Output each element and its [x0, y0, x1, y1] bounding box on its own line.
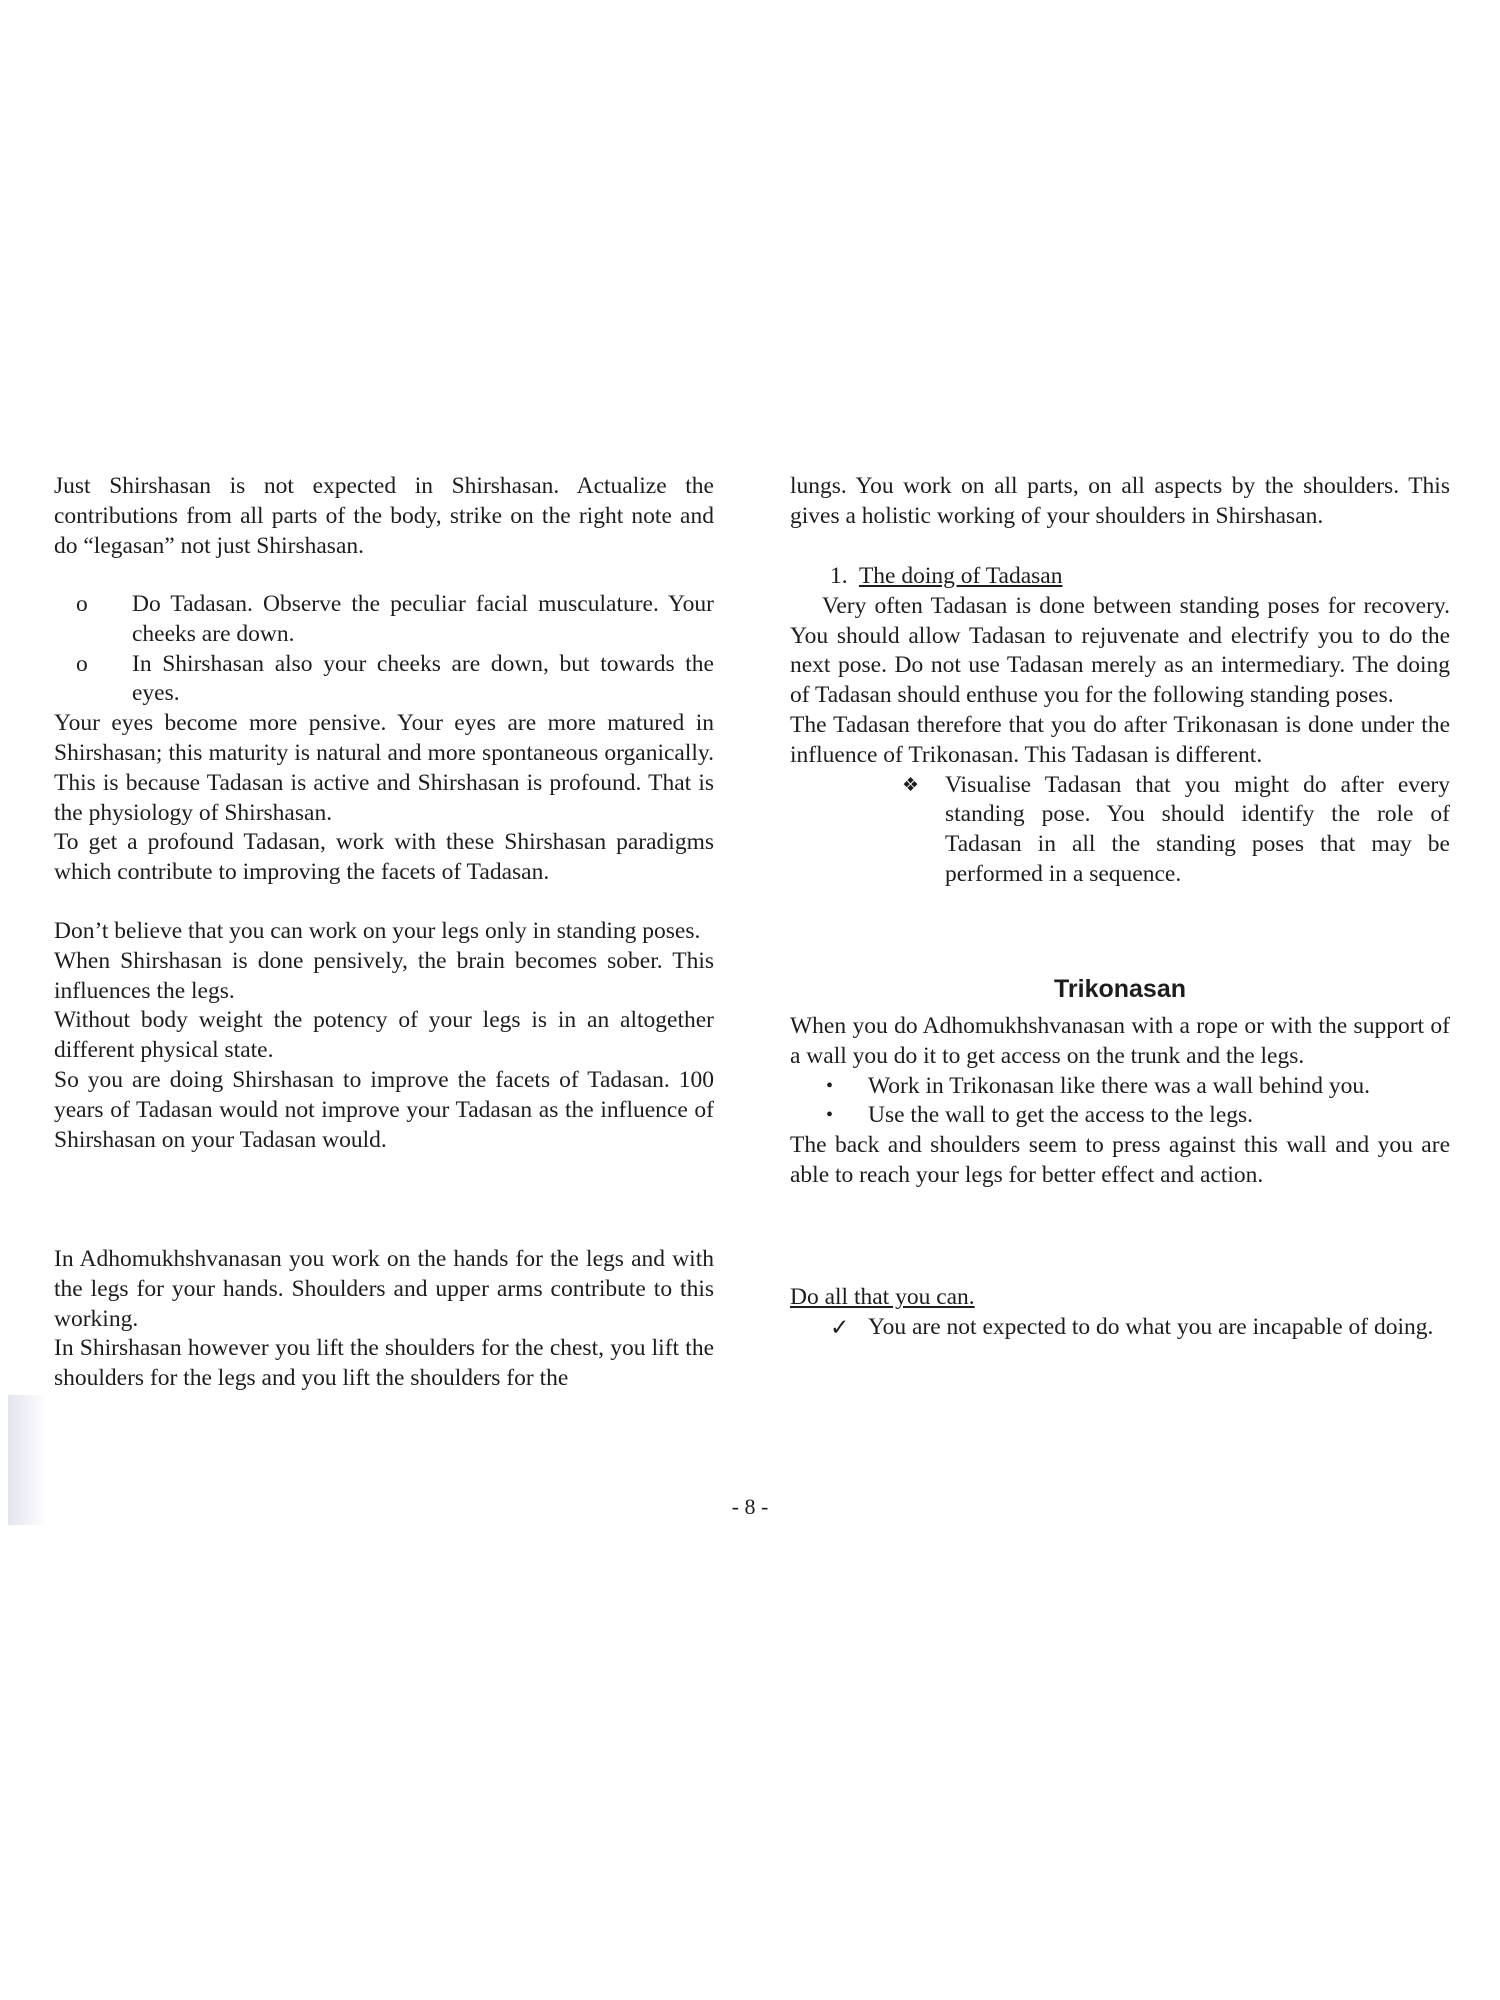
paragraph: So you are doing Shirshasan to improve the facets of Tadasan. 100 years of Tadasan would not improve your Tadasan as the influence of Shirshasan on your Tadasan would. [54, 1066, 714, 1153]
paragraph: Your eyes become more pensive. Your eyes are more matured in Shirshasan; this maturity is natural and more spontaneous organically. This is because Tadasan is active and Shirshasan is profound. That is the physiology of Shirshasan. [54, 710, 714, 826]
checkmark-icon: ✓ [830, 1314, 850, 1340]
paragraph: The Tadasan therefore that you do after Trikonasan is done under the influence of Trikonasan. This Tadasan is different. [790, 711, 1450, 768]
paragraph: lungs. You work on all parts, on all aspects by the shoulders. This gives a holistic working of your shoulders in Shirshasan. [790, 473, 1450, 529]
paragraph: When Shirshasan is done pensively, the brain becomes sober. This influences the legs. [54, 947, 714, 1004]
right-section-tadasan [790, 562, 1450, 890]
paragraph: In Shirshasan however you lift the shoulders for the chest, you lift the shoulders for the legs and you lift the shoulders for the [54, 1335, 714, 1392]
paragraph: Very often Tadasan is done between standing poses for recovery. You should allow Tadasan to rejuvenate and electrify you to do the next pose. Do not use Tadasan merely as an intermediary. The doing of Tadasan should enthuse you for the following standing poses. [790, 592, 1450, 709]
list-item-text: Do Tadasan. Observe the peculiar facial musculature. Your cheeks are down. [132, 591, 714, 647]
left-column-top [54, 472, 714, 561]
list-item [54, 650, 714, 710]
dot-bullet-icon: • [826, 1074, 834, 1097]
paragraph: When you do Adhomukhshvanasan with a rope or with the support of a wall you do it to get access on the trunk and the legs. [790, 1013, 1450, 1069]
right-section-bottom [790, 1283, 1450, 1343]
circle-bullet-icon: o [76, 650, 88, 677]
list-item [790, 1101, 1450, 1131]
list-item-text: You are not expected to do what you are incapable of doing. [868, 1313, 1434, 1340]
section-title: The doing of Tadasan [858, 563, 1063, 589]
paragraph: Just Shirshasan is not expected in Shirshasan. Actualize the contributions from all parts of the body, strike on the right note and do “legasan” not just Shirshasan. [54, 473, 714, 559]
diamond-bullet-icon: ❖ [902, 774, 920, 796]
paragraph: Don’t believe that you can work on your legs only in standing poses. [54, 918, 701, 944]
left-column-middle [54, 917, 714, 1155]
circle-bullet-icon: o [76, 591, 88, 617]
page-number: - 8 - [731, 1494, 769, 1519]
list-item [790, 1313, 1450, 1343]
right-column-top [790, 472, 1450, 532]
list-item [790, 1072, 1450, 1102]
numbered-heading [790, 562, 1450, 592]
paragraph: In Adhomukhshvanasan you work on the hands for the legs and with the legs for your hands. Shoulders and upper arms contribute to this working. [54, 1246, 714, 1332]
paragraph: To get a profound Tadasan, work with these Shirshasan paradigms which contribute to improving the facets of Tadasan. [54, 829, 714, 886]
list-item-text: Work in Trikonasan like there was a wall behind you. [868, 1072, 1370, 1099]
list-item [54, 590, 714, 650]
left-bullet-list [54, 590, 714, 888]
underlined-note: Do all that you can. [790, 1284, 975, 1310]
list-item-text: Use the wall to get the access to the legs. [868, 1102, 1254, 1129]
paragraph: Without body weight the potency of your legs is in an altogether different physical state. [54, 1007, 714, 1064]
paragraph: The back and shoulders seem to press against this wall and you are able to reach your legs for better effect and action. [790, 1132, 1450, 1188]
number-marker: 1. [830, 563, 848, 589]
section-heading: Trikonasan [1054, 975, 1186, 1003]
list-item [790, 771, 1450, 890]
list-item-text: In Shirshasan also your cheeks are down, but towards the eyes. [132, 650, 714, 707]
left-column-bottom [54, 1245, 714, 1394]
dot-bullet-icon: • [826, 1104, 834, 1127]
right-section-trikonasan [790, 1012, 1450, 1191]
list-item-text: Visualise Tadasan that you might do after every standing pose. You should identify the role of Tadasan in all the standing poses that may be performed in a sequence. [945, 771, 1450, 887]
